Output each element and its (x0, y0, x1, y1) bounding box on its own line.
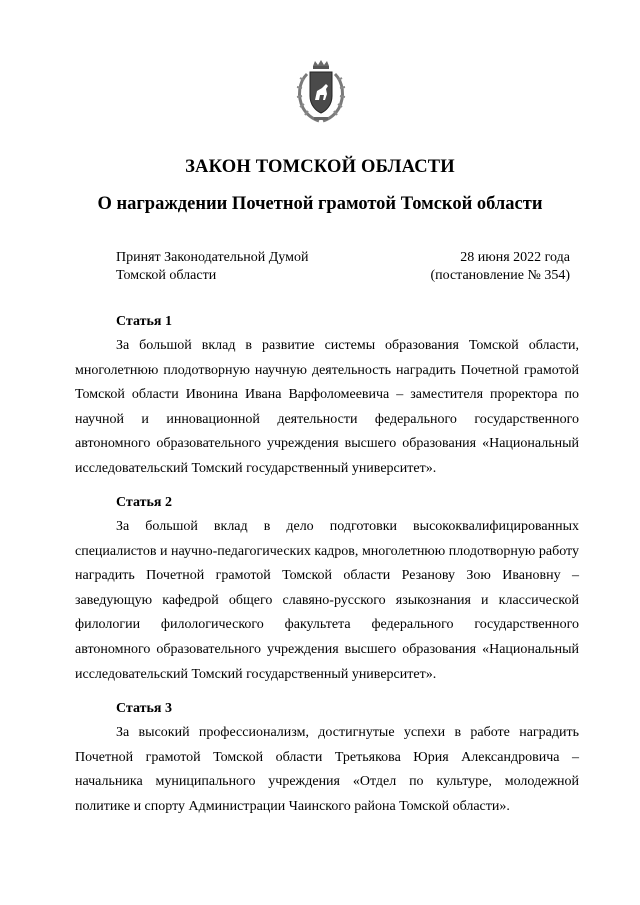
adoption-date-block (430, 249, 570, 285)
law-title: ЗАКОН ТОМСКОЙ ОБЛАСТИ (185, 157, 455, 177)
resolution-number: (постановление № 354) (430, 268, 570, 283)
adoption-body-line-2: Томской области (116, 268, 217, 283)
article-3-text: За высокий профессионализм, достигнутые успехи в работе наградить Почетной грамотой Томской области Третьякова Юрия Александровича – начальника муниципального учреждения «Отдел по культуре, молодежной политике и спорту Администрации Чаинского района Томской области». (75, 725, 579, 814)
tomsk-oblast-coat-of-arms-icon (295, 60, 347, 124)
adoption-date: 28 июня 2022 года (460, 250, 570, 265)
article-2-heading: Статья 2 (116, 495, 172, 510)
adoption-body (116, 249, 308, 285)
article-1-text: За большой вклад в развитие системы образования Томской области, многолетнюю плодотворную научную деятельность наградить Почетной грамотой Томской области Ивонина Ивана Варфоломеевича – заместителя проректора по научной и инновационной деятельности федерального государственного автономного образовательного учреждения высшего образования «Национальный исследовательский Томский государственный университет». (75, 338, 579, 476)
article-1-heading: Статья 1 (116, 314, 172, 329)
article-3-heading: Статья 3 (116, 701, 172, 716)
law-subtitle: О награждении Почетной грамотой Томской области (97, 194, 543, 214)
adoption-body-line-1: Принят Законодательной Думой (116, 250, 309, 265)
article-2-text: За большой вклад в дело подготовки высококвалифицированных специалистов и научно-педагогических кадров, многолетнюю плодотворную работу наградить Почетной грамотой Томской области Резанову Зою Ивановну – заведующую кафедрой общего славяно-русского языкознания и классической филологии филологического факультета федерального государственного автономного образовательного учреждения высшего образования «Национальный исследовательский Томский государственный университет». (75, 519, 579, 682)
